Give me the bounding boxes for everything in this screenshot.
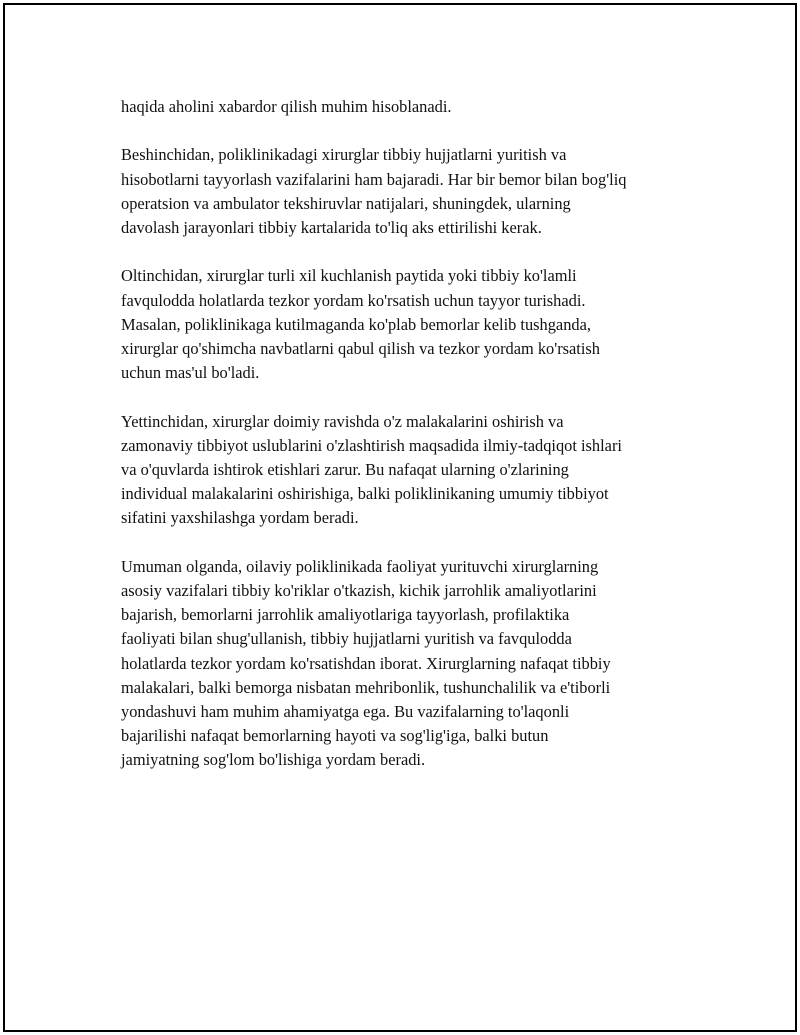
text-line: holatlarda tezkor yordam ko'rsatishdan iborat. Xirurglarning nafaqat tibbiy — [121, 653, 611, 673]
text-line: Umuman olganda, oilaviy poliklinikada faoliyat yurituvchi xirurglarning — [121, 556, 599, 576]
text-line: Oltinchidan, xirurglar turli xil kuchlanish paytida yoki tibbiy ko'lamli — [121, 266, 577, 286]
paragraph-1 — [121, 95, 701, 119]
text-line: individual malakalarini oshirishiga, balki poliklinikaning umumiy tibbiyot — [121, 484, 609, 504]
text-line: Masalan, poliklinikaga kutilmaganda ko'plab bemorlar kelib tushganda, — [121, 314, 591, 334]
text-line: xirurglar qo'shimcha navbatlarni qabul qilish va tezkor yordam ko'rsatish — [121, 339, 600, 358]
text-line: bajarish, bemorlarni jarrohlik amaliyotlariga tayyorlash, profilaktika — [121, 605, 570, 625]
text-line: uchun mas'ul bo'ladi. — [121, 363, 260, 383]
text-line: faoliyati bilan shug'ullanish, tibbiy hujjatlarni yuritish va favqulodda — [121, 629, 572, 649]
paragraph-2 — [121, 143, 701, 240]
text-line: jamiyatning sog'lom bo'lishiga yordam beradi. — [121, 750, 426, 770]
text-line: zamonaviy tibbiyot uslublarini o'zlashtirish maqsadida ilmiy-tadqiqot ishlari — [121, 435, 622, 455]
text-line: asosiy vazifalari tibbiy ko'riklar o'tkazish, kichik jarrohlik amaliyotlarini — [121, 581, 597, 600]
text-line: favqulodda holatlarda tezkor yordam ko'rsatish uchun tayyor turishadi. — [121, 290, 586, 310]
text-line: davolash jarayonlari tibbiy kartalarida to'liq aks ettirilishi kerak. — [121, 218, 542, 237]
text-line: sifatini yaxshilashga yordam beradi. — [121, 508, 359, 528]
text-line: bajarilishi nafaqat bemorlarning hayoti va sog'lig'iga, balki butun — [121, 726, 549, 746]
text-line: va o'quvlarda ishtirok etishlari zarur. Bu nafaqat ularning o'zlarining — [121, 460, 569, 479]
text-line: Beshinchidan, poliklinikadagi xirurglar tibbiy hujjatlarni yuritish va — [121, 145, 567, 165]
paragraph-5 — [121, 555, 701, 773]
text-line: Yettinchidan, xirurglar doimiy ravishda o'z malakalarini oshirish va — [121, 411, 564, 431]
document-page — [3, 3, 797, 1032]
text-line: yondashuvi ham muhim ahamiyatga ega. Bu vazifalarning to'laqonli — [121, 702, 570, 722]
text-line: operatsion va ambulator tekshiruvlar natijalari, shuningdek, ularning — [121, 193, 571, 213]
text-line: hisobotlarni tayyorlash vazifalarini ham bajaradi. Har bir bemor bilan bog'liq — [121, 169, 627, 189]
text-line: haqida aholini xabardor qilish muhim hisoblanadi. — [121, 97, 452, 116]
text-line: malakalari, balki bemorga nisbatan mehribonlik, tushunchalilik va e'tiborli — [121, 677, 611, 697]
document-body — [121, 95, 701, 797]
paragraph-3 — [121, 264, 701, 385]
paragraph-4 — [121, 410, 701, 531]
